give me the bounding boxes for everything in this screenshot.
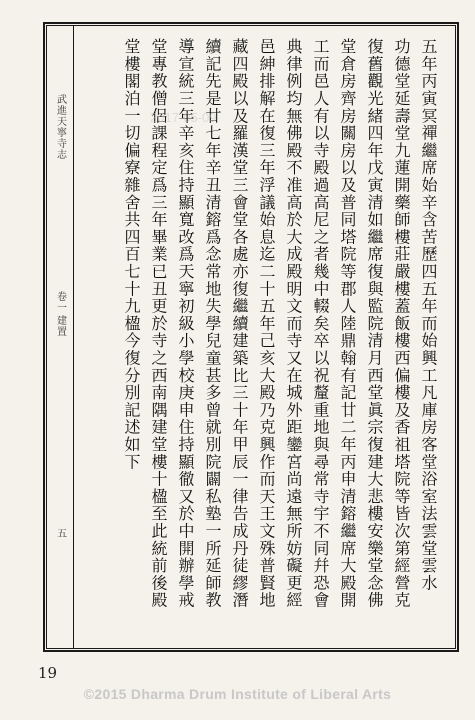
text-column: 功德堂延壽堂九蓮開藥師樓莊嚴樓蓋飯樓西偏樓及香祖塔院等皆次第經營克 bbox=[392, 38, 411, 609]
text-column: 典律例均無佛殿不准高於大成殿明文而寺又在城外距鑾宮尚遠無所妨礙更經 bbox=[284, 38, 303, 609]
margin-volume: 卷一 bbox=[54, 291, 66, 313]
text-column: 堂樓閣泊一切偏寮雜舍共四百七十九楹今復分別記述如下 bbox=[122, 38, 141, 471]
copyright-watermark: ©2015 Dharma Drum Institute of Liberal Arts bbox=[83, 686, 392, 702]
page-number: 19 bbox=[38, 664, 58, 682]
text-column: 邑紳排解在復三年浮議始息迄二十五年己亥大殿乃克興作而天王文殊普賢地 bbox=[257, 38, 276, 609]
text-column: 工而邑人有以寺殿過高尼之者幾中輟矣卒以祝釐重地與尋常寺宇不同幷恐會 bbox=[311, 38, 330, 609]
text-column: 復舊觀光緒四年戊寅清如繼席復與監院清月西堂眞宗復建大悲樓安樂堂念佛 bbox=[365, 38, 384, 609]
text-column: 堂倉房齊房關房以及普同塔院等郡人陸鼎翰有記廿二年丙申清鎔繼席大殿開 bbox=[338, 38, 357, 609]
text-body bbox=[60, 38, 452, 640]
margin-leaf-number: 五 bbox=[54, 527, 66, 539]
text-column: 堂專教僧侶課程定爲三年畢業已丑更於寺之西南隅建堂樓十楹至此統前後殿 bbox=[149, 38, 168, 609]
margin-book-title: 武進天寧寺志 bbox=[54, 94, 66, 160]
text-column: 續記先是廿七年辛丑清鎔爲念常地失學兒童甚多曾就別院闢私塾一所延師教 bbox=[203, 38, 222, 609]
center-watermark: 2017-05-09 bbox=[150, 110, 217, 125]
text-column: 導宣統三年辛亥住持顯寬改爲天寧初級小學校庚申住持顯徹又於中開辦學戒 bbox=[176, 38, 195, 609]
text-column: 五年丙寅冥禪繼席始辛含苦歷四五年而始興工凡庫房客堂浴室法雲堂雲水 bbox=[419, 38, 438, 592]
text-column: 藏四殿以及羅漢堂三會堂各處亦復繼續建築比三十年甲辰一律告成丹徒繆潛 bbox=[230, 38, 249, 609]
margin-section: 建置 bbox=[54, 315, 66, 337]
